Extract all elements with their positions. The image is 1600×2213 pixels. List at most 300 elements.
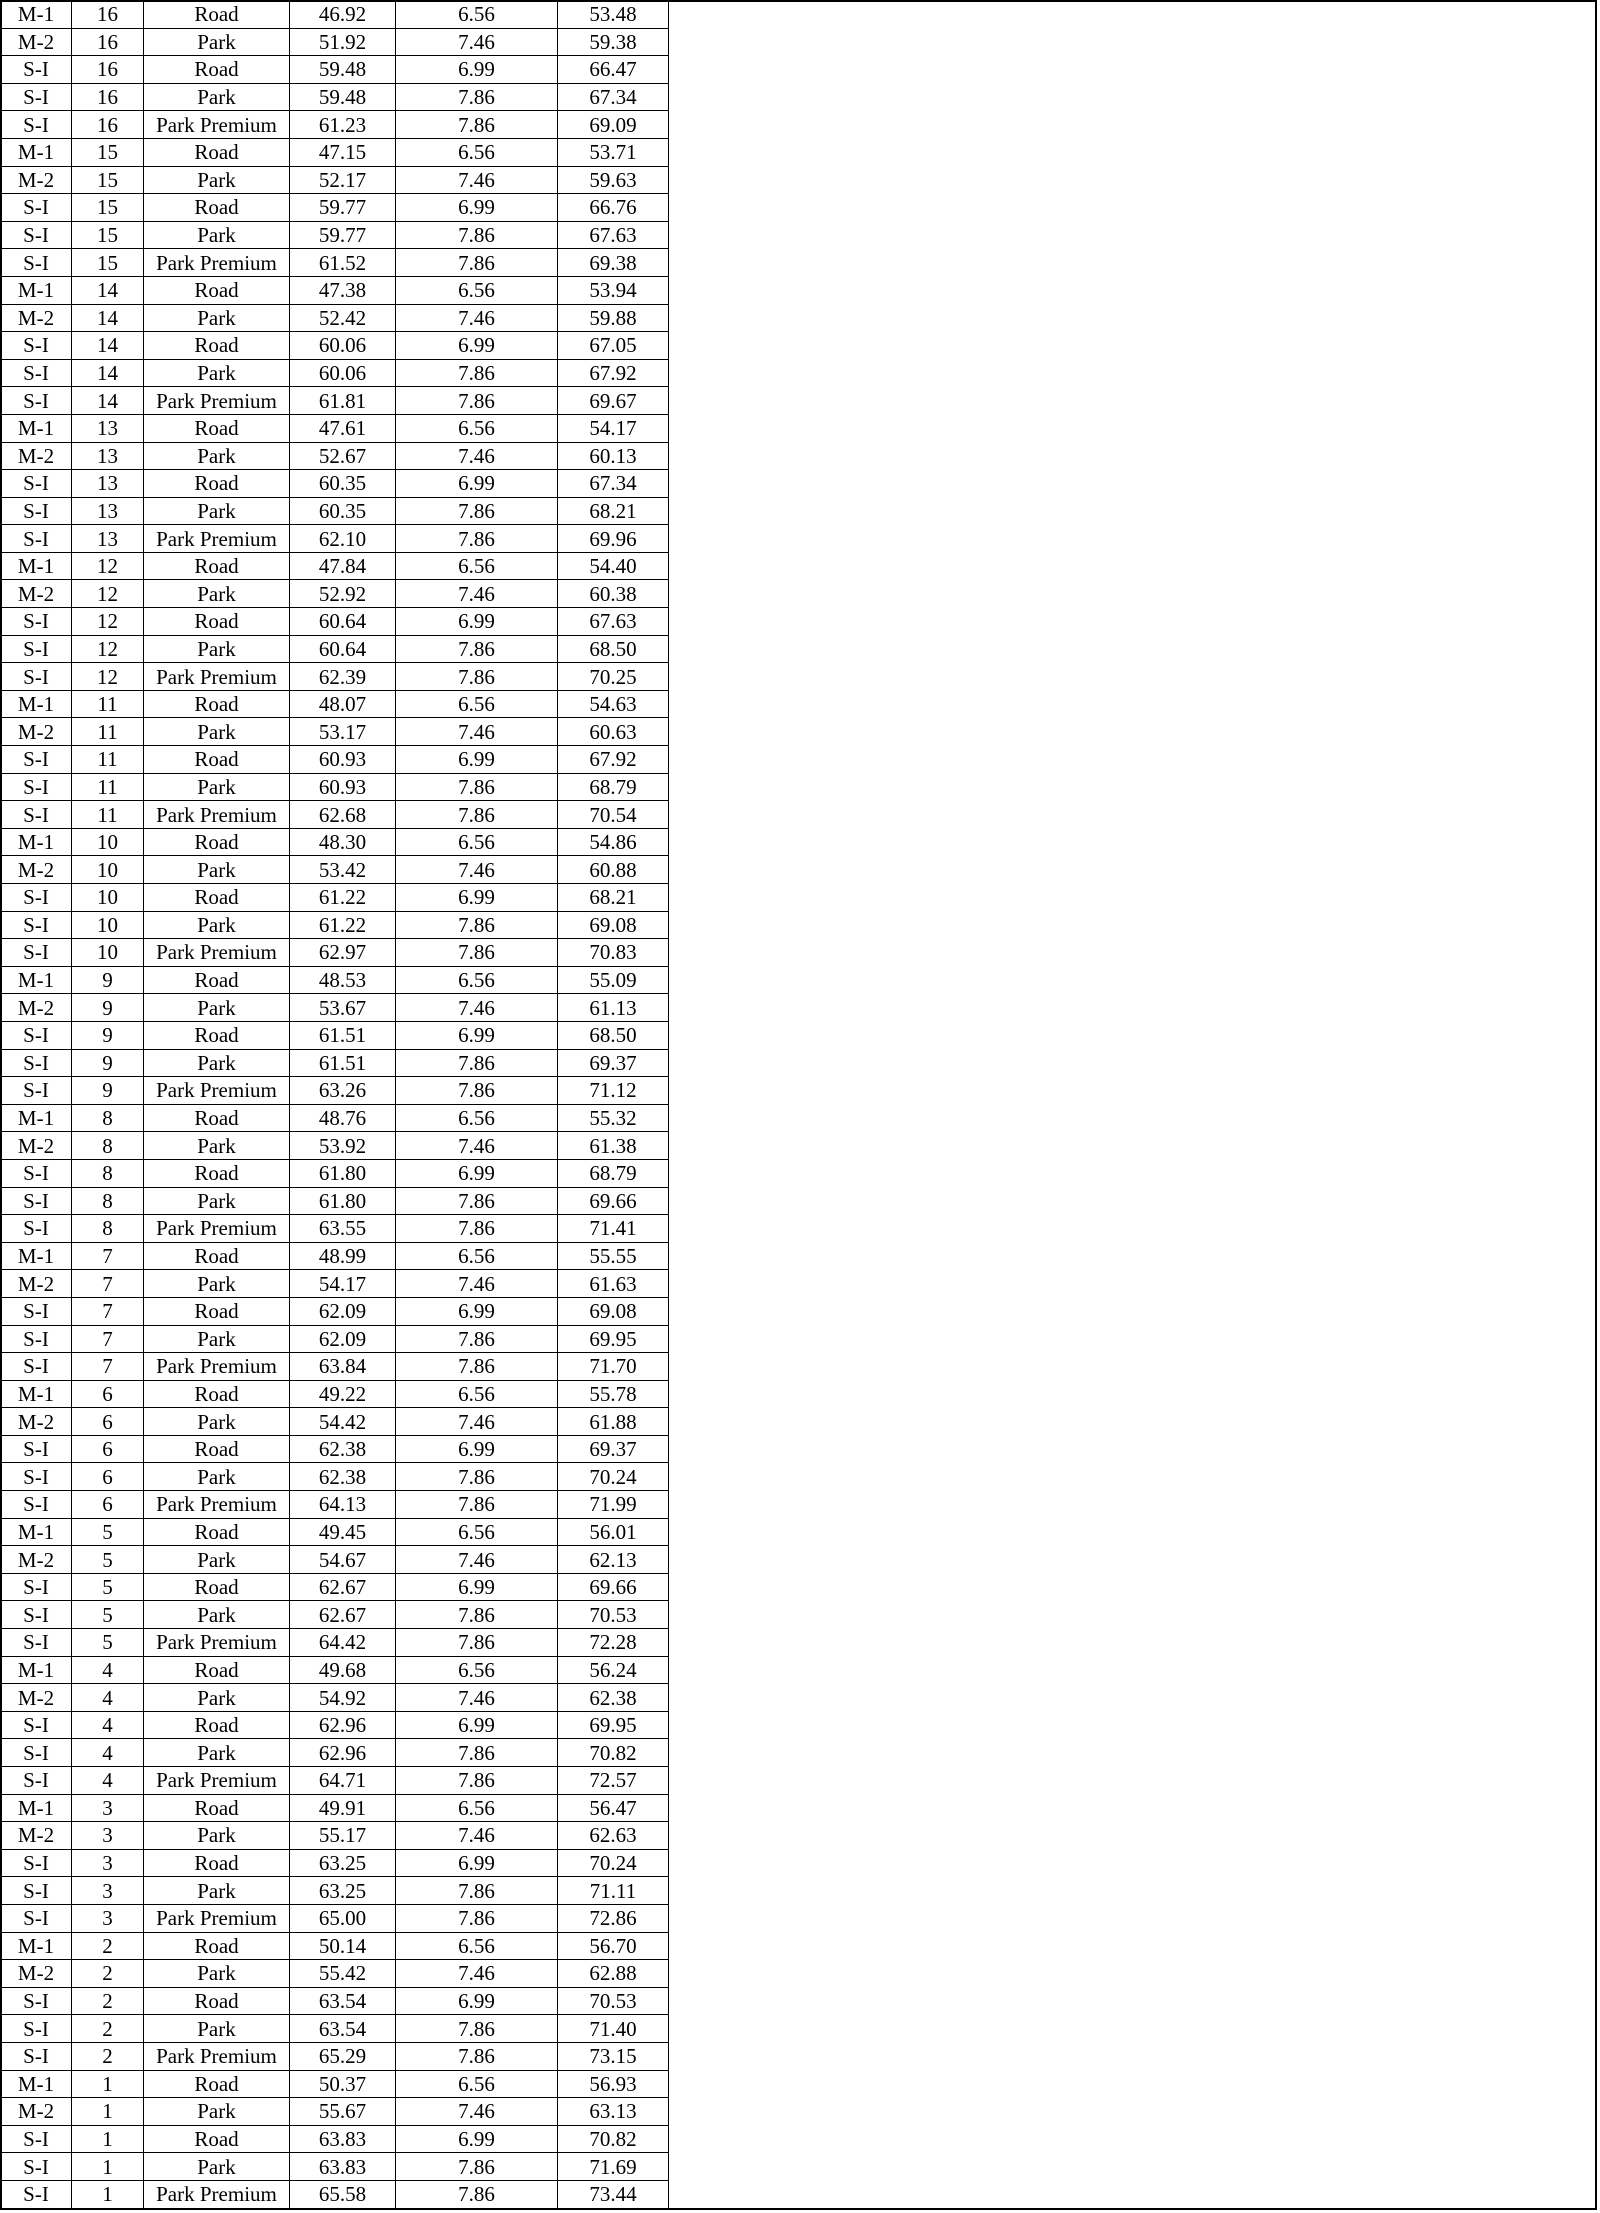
term-cell: 3 [72,1877,144,1905]
zone-cell: S-I [1,56,72,84]
type-cell: Road [144,1987,290,2015]
zone-cell: M-2 [1,718,72,746]
fee-cell: 7.86 [396,221,558,249]
type-cell: Road [144,56,290,84]
base-cell: 61.52 [290,249,396,277]
type-cell: Park [144,911,290,939]
fee-cell: 7.46 [396,2098,558,2126]
term-cell: 15 [72,138,144,166]
zone-cell: S-I [1,359,72,387]
total-cell: 60.63 [558,718,669,746]
fee-cell: 6.56 [396,414,558,442]
type-cell: Park [144,773,290,801]
table-row [1,2180,669,2208]
total-cell: 56.70 [558,1932,669,1960]
total-cell: 69.67 [558,387,669,415]
type-cell: Road [144,2125,290,2153]
term-cell: 1 [72,2180,144,2208]
term-cell: 16 [72,56,144,84]
total-cell: 69.96 [558,525,669,553]
total-cell: 61.13 [558,994,669,1022]
zone-cell: M-1 [1,552,72,580]
type-cell: Park Premium [144,1629,290,1657]
zone-cell: M-2 [1,1822,72,1850]
term-cell: 7 [72,1270,144,1298]
fee-cell: 6.99 [396,2125,558,2153]
type-cell: Road [144,1,290,29]
term-cell: 2 [72,1932,144,1960]
base-cell: 48.53 [290,966,396,994]
term-cell: 4 [72,1684,144,1712]
total-cell: 62.88 [558,1960,669,1988]
total-cell: 55.55 [558,1242,669,1270]
term-cell: 11 [72,690,144,718]
total-cell: 55.09 [558,966,669,994]
base-cell: 52.17 [290,166,396,194]
term-cell: 6 [72,1435,144,1463]
fee-cell: 7.86 [396,497,558,525]
total-cell: 67.92 [558,746,669,774]
fee-cell: 6.56 [396,2070,558,2098]
term-cell: 6 [72,1463,144,1491]
table-row [1,387,669,415]
table-row [1,332,669,360]
term-cell: 6 [72,1380,144,1408]
table-row [1,1408,669,1436]
type-cell: Park [144,28,290,56]
table-row [1,552,669,580]
type-cell: Park [144,304,290,332]
zone-cell: S-I [1,939,72,967]
term-cell: 3 [72,1904,144,1932]
table-row [1,304,669,332]
term-cell: 11 [72,746,144,774]
base-cell: 64.42 [290,1629,396,1657]
type-cell: Park [144,83,290,111]
fee-cell: 7.86 [396,1353,558,1381]
base-cell: 59.77 [290,221,396,249]
term-cell: 4 [72,1739,144,1767]
table-row [1,2153,669,2181]
zone-cell: S-I [1,1077,72,1105]
term-cell: 7 [72,1325,144,1353]
type-cell: Park [144,1049,290,1077]
base-cell: 49.68 [290,1656,396,1684]
term-cell: 8 [72,1187,144,1215]
table-row [1,1932,669,1960]
total-cell: 72.28 [558,1629,669,1657]
base-cell: 60.64 [290,608,396,636]
type-cell: Park Premium [144,1904,290,1932]
table-row [1,1546,669,1574]
table-row [1,1187,669,1215]
type-cell: Park [144,497,290,525]
zone-cell: S-I [1,2125,72,2153]
zone-cell: S-I [1,1629,72,1657]
term-cell: 12 [72,608,144,636]
fee-cell: 7.46 [396,718,558,746]
type-cell: Road [144,1021,290,1049]
type-cell: Park Premium [144,525,290,553]
zone-cell: M-2 [1,442,72,470]
base-cell: 61.22 [290,911,396,939]
term-cell: 3 [72,1849,144,1877]
fee-cell: 7.86 [396,911,558,939]
base-cell: 63.84 [290,1353,396,1381]
fee-cell: 7.46 [396,304,558,332]
type-cell: Road [144,1242,290,1270]
base-cell: 62.67 [290,1601,396,1629]
base-cell: 65.29 [290,2042,396,2070]
table-row [1,1601,669,1629]
total-cell: 54.40 [558,552,669,580]
fee-cell: 7.46 [396,580,558,608]
total-cell: 69.08 [558,1297,669,1325]
zone-cell: M-1 [1,690,72,718]
base-cell: 65.58 [290,2180,396,2208]
zone-cell: S-I [1,1021,72,1049]
type-cell: Road [144,1435,290,1463]
term-cell: 5 [72,1546,144,1574]
type-cell: Road [144,884,290,912]
base-cell: 61.23 [290,111,396,139]
zone-cell: S-I [1,1767,72,1795]
zone-cell: S-I [1,663,72,691]
zone-cell: S-I [1,746,72,774]
table-row [1,2042,669,2070]
fee-cell: 6.99 [396,1987,558,2015]
term-cell: 9 [72,1077,144,1105]
zone-cell: M-1 [1,966,72,994]
fee-cell: 7.86 [396,2015,558,2043]
table-row [1,442,669,470]
type-cell: Road [144,1518,290,1546]
type-cell: Park [144,1546,290,1574]
base-cell: 52.67 [290,442,396,470]
base-cell: 63.54 [290,2015,396,2043]
fee-cell: 6.99 [396,884,558,912]
term-cell: 15 [72,194,144,222]
fee-cell: 7.86 [396,1325,558,1353]
total-cell: 67.92 [558,359,669,387]
total-cell: 60.88 [558,856,669,884]
term-cell: 3 [72,1822,144,1850]
zone-cell: M-2 [1,1684,72,1712]
type-cell: Road [144,690,290,718]
total-cell: 71.41 [558,1215,669,1243]
fee-cell: 7.86 [396,2153,558,2181]
type-cell: Park Premium [144,663,290,691]
total-cell: 53.48 [558,1,669,29]
fee-cell: 7.86 [396,83,558,111]
fee-cell: 7.86 [396,1049,558,1077]
term-cell: 14 [72,304,144,332]
total-cell: 54.63 [558,690,669,718]
term-cell: 9 [72,994,144,1022]
term-cell: 10 [72,856,144,884]
zone-cell: S-I [1,1601,72,1629]
type-cell: Road [144,552,290,580]
base-cell: 49.22 [290,1380,396,1408]
table-row [1,1297,669,1325]
zone-cell: M-2 [1,1132,72,1160]
base-cell: 63.25 [290,1877,396,1905]
table-row [1,1987,669,2015]
fee-cell: 6.99 [396,608,558,636]
table-row [1,1159,669,1187]
fee-cell: 6.99 [396,1711,558,1739]
total-cell: 69.08 [558,911,669,939]
fee-cell: 7.46 [396,1408,558,1436]
zone-cell: M-2 [1,994,72,1022]
total-cell: 71.12 [558,1077,669,1105]
base-cell: 65.00 [290,1904,396,1932]
term-cell: 16 [72,83,144,111]
term-cell: 6 [72,1491,144,1519]
term-cell: 12 [72,663,144,691]
term-cell: 13 [72,497,144,525]
total-cell: 69.95 [558,1711,669,1739]
total-cell: 56.93 [558,2070,669,2098]
zone-cell: S-I [1,2015,72,2043]
fee-cell: 7.86 [396,1215,558,1243]
base-cell: 47.84 [290,552,396,580]
term-cell: 5 [72,1601,144,1629]
fee-cell: 7.86 [396,663,558,691]
term-cell: 8 [72,1159,144,1187]
type-cell: Park [144,1960,290,1988]
total-cell: 54.86 [558,828,669,856]
total-cell: 70.24 [558,1463,669,1491]
zone-cell: M-2 [1,856,72,884]
fee-cell: 6.56 [396,1794,558,1822]
table-row [1,1270,669,1298]
type-cell: Road [144,1849,290,1877]
total-cell: 62.38 [558,1684,669,1712]
table-row [1,884,669,912]
term-cell: 6 [72,1408,144,1436]
total-cell: 56.01 [558,1518,669,1546]
zone-cell: M-1 [1,1518,72,1546]
base-cell: 54.92 [290,1684,396,1712]
base-cell: 60.93 [290,773,396,801]
table-row [1,56,669,84]
type-cell: Park [144,1325,290,1353]
type-cell: Park [144,2098,290,2126]
fee-cell: 6.56 [396,1104,558,1132]
total-cell: 53.94 [558,276,669,304]
table-row [1,470,669,498]
table-row [1,2015,669,2043]
table-row [1,83,669,111]
base-cell: 64.71 [290,1767,396,1795]
term-cell: 2 [72,1960,144,1988]
zone-cell: S-I [1,221,72,249]
total-cell: 66.47 [558,56,669,84]
fee-cell: 7.46 [396,1960,558,1988]
type-cell: Park [144,1601,290,1629]
type-cell: Road [144,746,290,774]
type-cell: Park [144,1822,290,1850]
base-cell: 63.83 [290,2153,396,2181]
type-cell: Park [144,580,290,608]
zone-cell: S-I [1,470,72,498]
zone-cell: S-I [1,635,72,663]
base-cell: 52.92 [290,580,396,608]
total-cell: 71.69 [558,2153,669,2181]
total-cell: 63.13 [558,2098,669,2126]
table-row [1,497,669,525]
base-cell: 55.42 [290,1960,396,1988]
term-cell: 7 [72,1242,144,1270]
fee-cell: 7.86 [396,111,558,139]
term-cell: 5 [72,1629,144,1657]
fee-cell: 7.86 [396,1629,558,1657]
total-cell: 72.86 [558,1904,669,1932]
base-cell: 59.48 [290,83,396,111]
fee-cell: 7.86 [396,1904,558,1932]
type-cell: Road [144,966,290,994]
term-cell: 7 [72,1353,144,1381]
type-cell: Road [144,608,290,636]
base-cell: 51.92 [290,28,396,56]
table-row [1,635,669,663]
type-cell: Park [144,1463,290,1491]
term-cell: 7 [72,1297,144,1325]
fee-cell: 6.99 [396,332,558,360]
total-cell: 67.63 [558,608,669,636]
total-cell: 68.79 [558,1159,669,1187]
term-cell: 9 [72,966,144,994]
total-cell: 69.09 [558,111,669,139]
type-cell: Park [144,1270,290,1298]
total-cell: 68.79 [558,773,669,801]
fee-cell: 6.99 [396,1021,558,1049]
base-cell: 63.55 [290,1215,396,1243]
zone-cell: S-I [1,249,72,277]
zone-cell: S-I [1,83,72,111]
base-cell: 54.17 [290,1270,396,1298]
table-row [1,1767,669,1795]
fee-cell: 6.99 [396,746,558,774]
table-row [1,1518,669,1546]
zone-cell: M-1 [1,1656,72,1684]
fee-cell: 7.86 [396,635,558,663]
term-cell: 1 [72,2125,144,2153]
fee-cell: 6.56 [396,1,558,29]
fee-cell: 7.86 [396,359,558,387]
total-cell: 68.21 [558,497,669,525]
total-cell: 69.38 [558,249,669,277]
term-cell: 1 [72,2098,144,2126]
term-cell: 8 [72,1132,144,1160]
fee-cell: 7.46 [396,1270,558,1298]
term-cell: 10 [72,828,144,856]
type-cell: Park [144,1877,290,1905]
table-row [1,414,669,442]
term-cell: 12 [72,635,144,663]
type-cell: Road [144,414,290,442]
term-cell: 13 [72,525,144,553]
base-cell: 47.15 [290,138,396,166]
type-cell: Park [144,359,290,387]
fee-cell: 7.86 [396,1463,558,1491]
total-cell: 72.57 [558,1767,669,1795]
fee-cell: 7.86 [396,525,558,553]
base-cell: 60.64 [290,635,396,663]
type-cell: Park Premium [144,249,290,277]
type-cell: Park Premium [144,939,290,967]
table-row [1,801,669,829]
base-cell: 62.67 [290,1573,396,1601]
total-cell: 69.66 [558,1187,669,1215]
table-row [1,1353,669,1381]
term-cell: 2 [72,2015,144,2043]
total-cell: 70.83 [558,939,669,967]
type-cell: Road [144,2070,290,2098]
base-cell: 55.17 [290,1822,396,1850]
base-cell: 60.35 [290,470,396,498]
term-cell: 5 [72,1518,144,1546]
fee-cell: 7.86 [396,1767,558,1795]
zone-cell: S-I [1,111,72,139]
total-cell: 69.66 [558,1573,669,1601]
type-cell: Park Premium [144,1353,290,1381]
type-cell: Park Premium [144,1215,290,1243]
fee-cell: 7.86 [396,249,558,277]
total-cell: 70.53 [558,1987,669,2015]
table-row [1,525,669,553]
type-cell: Park Premium [144,1767,290,1795]
fee-cell: 6.99 [396,1573,558,1601]
zone-cell: S-I [1,801,72,829]
table-row [1,746,669,774]
type-cell: Park Premium [144,801,290,829]
base-cell: 63.83 [290,2125,396,2153]
zone-cell: S-I [1,332,72,360]
total-cell: 67.34 [558,470,669,498]
fee-cell: 6.56 [396,1932,558,1960]
fee-cell: 6.99 [396,194,558,222]
base-cell: 62.68 [290,801,396,829]
term-cell: 4 [72,1711,144,1739]
table-row [1,911,669,939]
table-row [1,1380,669,1408]
type-cell: Road [144,276,290,304]
base-cell: 62.10 [290,525,396,553]
base-cell: 61.22 [290,884,396,912]
table-row [1,580,669,608]
base-cell: 47.38 [290,276,396,304]
base-cell: 61.51 [290,1021,396,1049]
term-cell: 13 [72,470,144,498]
zone-cell: M-2 [1,1270,72,1298]
term-cell: 8 [72,1104,144,1132]
type-cell: Road [144,470,290,498]
zone-cell: S-I [1,1435,72,1463]
fee-cell: 6.99 [396,1297,558,1325]
zone-cell: S-I [1,1987,72,2015]
type-cell: Road [144,194,290,222]
zone-cell: M-1 [1,828,72,856]
term-cell: 14 [72,276,144,304]
total-cell: 54.17 [558,414,669,442]
total-cell: 59.38 [558,28,669,56]
base-cell: 60.93 [290,746,396,774]
base-cell: 62.38 [290,1435,396,1463]
fee-cell: 7.86 [396,2042,558,2070]
fee-cell: 7.46 [396,1822,558,1850]
